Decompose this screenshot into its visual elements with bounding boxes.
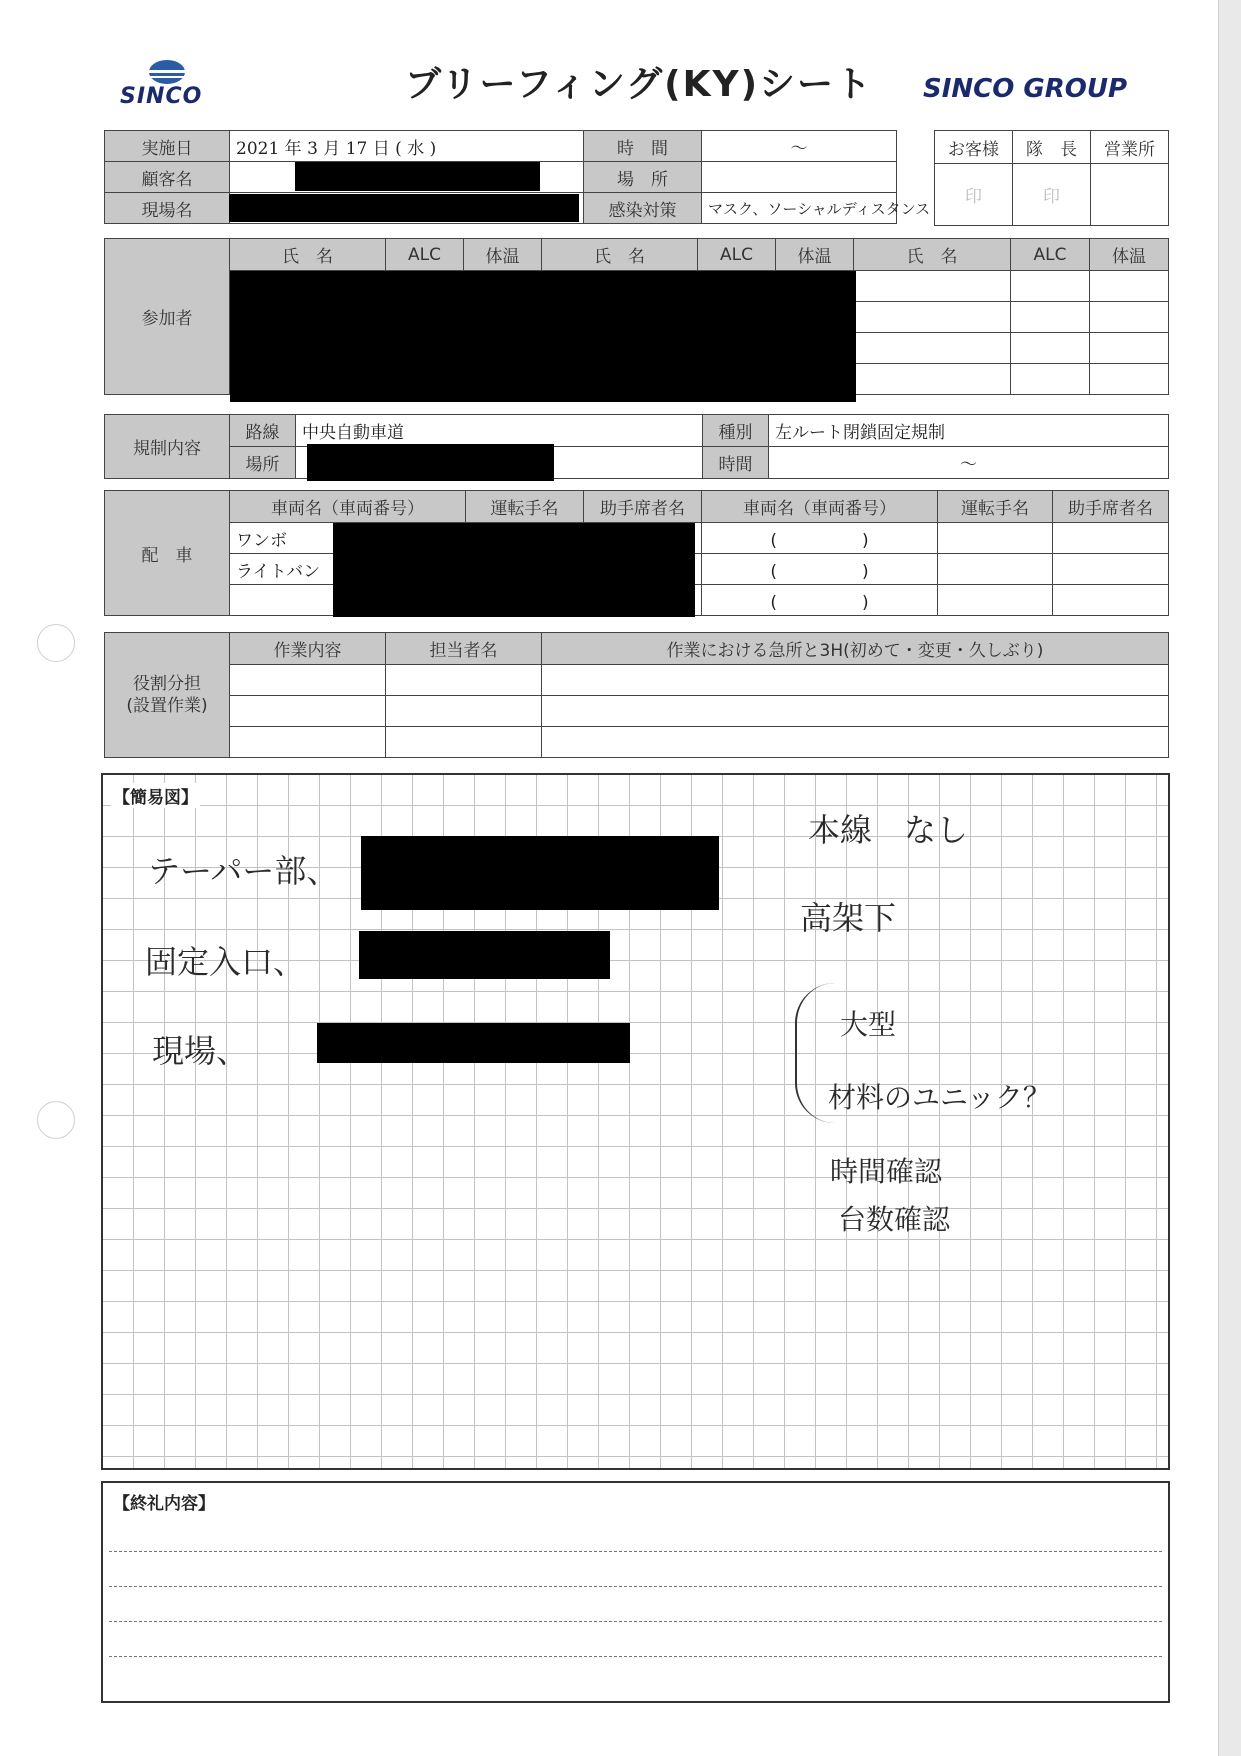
vehicles-header: 運転手名: [938, 491, 1053, 523]
redaction-block: [307, 444, 554, 481]
vehicle-number-placeholder: ( ): [702, 585, 938, 616]
participants-header: 体温: [464, 239, 542, 271]
place-label: 場 所: [584, 162, 702, 193]
sketch-note-check-time: 時間確認: [830, 1155, 943, 1188]
redaction-block: [295, 162, 540, 191]
roles-header: 作業内容: [230, 633, 386, 665]
vehicles-section-label: 配 車: [105, 491, 230, 616]
type-label: 種別: [703, 415, 769, 447]
participants-header: ALC: [698, 239, 776, 271]
closing-box: [101, 1481, 1170, 1703]
participants-header: ALC: [1011, 239, 1090, 271]
redaction-block: [229, 194, 579, 222]
place-value: [702, 162, 897, 193]
vehicle-number-placeholder: ( ): [702, 523, 938, 554]
redaction-block: [317, 1023, 630, 1063]
logo-left-text: SINCO: [120, 84, 203, 109]
participants-header: 氏 名: [542, 239, 698, 271]
regulation-time-value: 〜: [769, 447, 1169, 479]
sinco-logo: [112, 58, 222, 114]
approval-header-leader: 隊 長: [1013, 131, 1091, 164]
regulation-table: [104, 414, 1169, 479]
customer-label: 顧客名: [105, 162, 230, 193]
redaction-block: [361, 836, 719, 910]
infection-value: マスク、ソーシャルディスタンス: [702, 193, 897, 224]
sketch-note-under-viaduct: 高架下: [800, 899, 897, 937]
sketch-note-large: 大型: [840, 1008, 897, 1041]
sketch-note-entrance: 固定入口、: [145, 943, 306, 981]
page-edge: [1218, 0, 1241, 1756]
sketch-note-site: 現場、: [152, 1032, 249, 1070]
sketch-note-material: 材料のユニック？: [828, 1081, 1051, 1114]
redaction-block: [333, 523, 695, 617]
closing-line: [109, 1586, 1162, 1587]
roles-table: [104, 632, 1169, 758]
approval-table: [934, 130, 1169, 226]
regulation-time-label: 時間: [703, 447, 769, 479]
closing-line: [109, 1656, 1162, 1657]
vehicles-header: 助手席者名: [584, 491, 702, 523]
sketch-note-mainline: 本線 なし: [808, 811, 969, 849]
redaction-block: [230, 271, 856, 402]
stamp-leader: 印: [1013, 164, 1091, 226]
page-title: ブリーフィング(KY)シート: [405, 64, 874, 105]
vehicles-header: 車両名（車両番号）: [702, 491, 938, 523]
approval-header-office: 営業所: [1091, 131, 1169, 164]
vehicle-number-placeholder: ( ): [702, 554, 938, 585]
participants-header: 氏 名: [854, 239, 1011, 271]
closing-line: [109, 1621, 1162, 1622]
participants-header: 体温: [1090, 239, 1169, 271]
regulation-place-label: 場所: [230, 447, 296, 479]
sketch-note-check-count: 台数確認: [838, 1203, 951, 1236]
vehicles-header: 運転手名: [466, 491, 584, 523]
type-value: 左ルート閉鎖固定規制: [769, 415, 1169, 447]
roles-header: 担当者名: [386, 633, 542, 665]
vehicle-name: ライトバン: [230, 554, 466, 585]
regulation-section-label: 規制内容: [105, 415, 230, 479]
logo-right-text: SINCO GROUP: [923, 74, 1128, 104]
vehicles-header: 助手席者名: [1053, 491, 1169, 523]
vehicles-header: 車両名（車両番号）: [230, 491, 466, 523]
infection-label: 感染対策: [584, 193, 702, 224]
approval-header-customer: お客様: [935, 131, 1013, 164]
time-label: 時 間: [584, 131, 702, 162]
site-label: 現場名: [105, 193, 230, 224]
roles-section-label: 役割分担 (設置作業): [105, 633, 230, 758]
closing-label: 【終礼内容】: [111, 1489, 217, 1514]
roles-header: 作業における急所と3H(初めて・変更・久しぶり): [542, 633, 1169, 665]
punch-hole: [37, 624, 75, 662]
route-label: 路線: [230, 415, 296, 447]
sketch-label: 【簡易図】: [111, 783, 200, 808]
redaction-block: [359, 931, 610, 979]
date-value: 2021 年 3 月 17 日 ( 水 ): [230, 131, 584, 162]
closing-line: [109, 1551, 1162, 1552]
participants-header: 体温: [776, 239, 854, 271]
stamp-office: [1091, 164, 1169, 226]
participants-header: ALC: [386, 239, 464, 271]
punch-hole: [37, 1101, 75, 1139]
route-value: 中央自動車道: [296, 415, 703, 447]
sketch-note-taper: テーパー部、: [148, 852, 339, 890]
stamp-customer: 印: [935, 164, 1013, 226]
vehicle-name: ワンボ: [230, 523, 466, 554]
time-value: 〜: [702, 131, 897, 162]
date-label: 実施日: [105, 131, 230, 162]
participants-header: 氏 名: [230, 239, 386, 271]
participants-section-label: 参加者: [105, 239, 230, 395]
